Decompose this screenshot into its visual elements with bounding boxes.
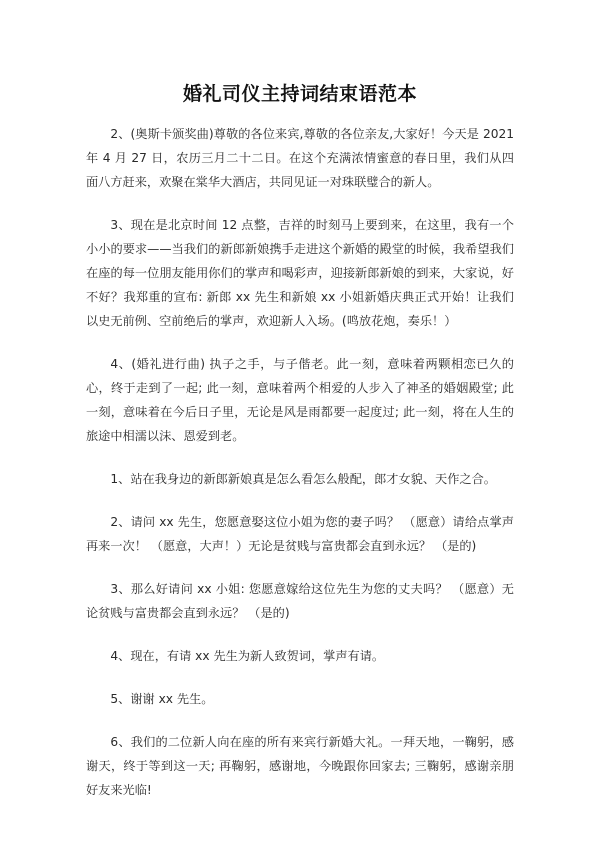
paragraph-8: 5、谢谢 xx 先生。 [110,692,214,706]
paragraph-1: 2、(奥斯卡颁奖曲)尊敬的各位来宾,尊敬的各位亲友,大家好！今天是 2021 年 4 月 27 日，农历三月二十二日。在这个充满浓情蜜意的春日里，我们从四面八方赶来，欢聚在棠华大酒店，共同见证一对珠联璧合的新人。 [86,127,514,189]
paragraph-9: 6、我们的二位新人向在座的所有来宾行新婚大礼。一拜天地，一鞠躬，感谢天，终于等到这一天; 再鞠躬，感谢地，今晚跟你回家去; 三鞠躬，感谢亲朋好友来光临! [86,735,514,797]
paragraph-4: 1、站在我身边的新郎新娘真是怎么看怎么般配，郎才女貌、天作之合。 [110,472,496,486]
paragraph-6: 3、那么好请问 xx 小姐: 您愿意嫁给这位先生为您的丈夫吗？ （愿意）无论贫贱与富贵都会直到永远？ （是的) [86,582,514,620]
paragraph-2: 3、现在是北京时间 12 点整，吉祥的时刻马上要到来，在这里，我有一个小小的要求——当我们的新郎新娘携手走进这个新婚的殿堂的时候，我希望我们在座的每一位朋友能用你们的掌声和喝彩声，迎接新郎新娘的到来，大家说，好不好？我郑重的宣布: 新郎 xx 先生和新娘 xx 小姐新婚庆典正式开始！让我们以史无前例、空前绝后的掌声，欢迎新人入场。(鸣放花炮，奏乐！） [86,218,514,328]
paragraph-3: 4、(婚礼进行曲) 执子之手，与子偕老。此一刻，意味着两颗相恋已久的心，终于走到了一起; 此一刻，意味着两个相爱的人步入了神圣的婚姻殿堂; 此一刻，意味着在今后日子里，无论是风是雨都要一起度过; 此一刻，将在人生的旅途中相濡以沫、恩爱到老。 [86,357,514,443]
document-title: 婚礼司仪主持词结束语范本 [182,83,417,105]
paragraph-7: 4、现在，有请 xx 先生为新人致贺词，掌声有请。 [110,649,385,663]
paragraph-5: 2、请问 xx 先生，您愿意娶这位小姐为您的妻子吗？ （愿意）请给点掌声再来一次！ （愿意，大声！）无论是贫贱与富贵都会直到永远？ （是的) [86,515,514,553]
